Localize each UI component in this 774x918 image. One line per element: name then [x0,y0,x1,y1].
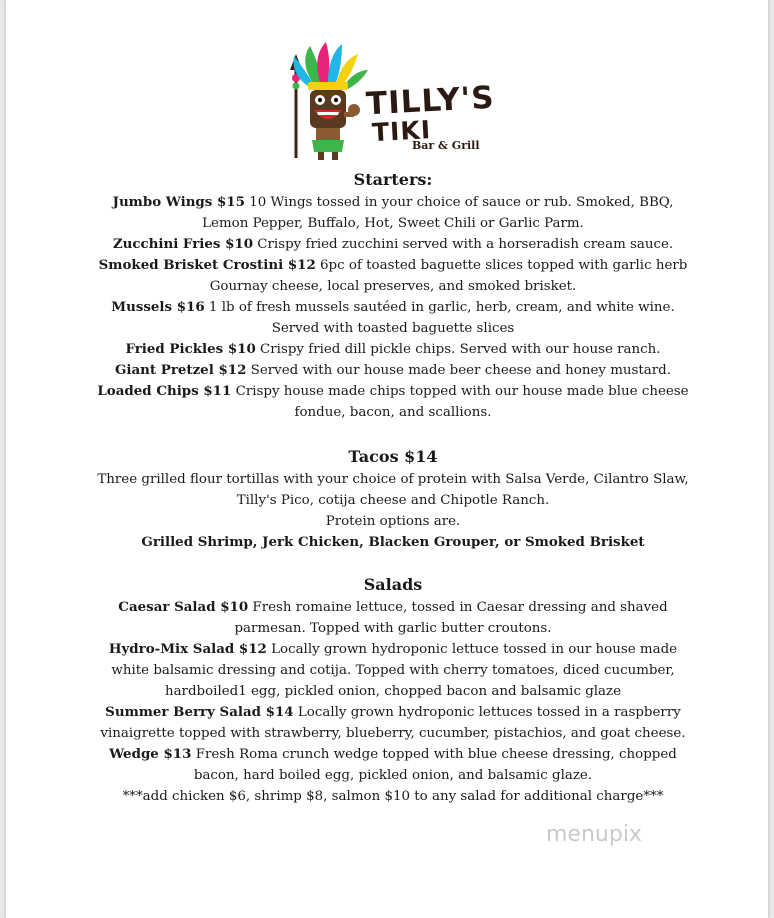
menu-content [94,168,692,807]
menu-item [94,255,692,297]
menu-item [94,339,692,360]
menupix-watermark: menupix [546,822,642,847]
tiki-mascot-icon [284,40,374,162]
menu-item [94,639,692,702]
protein-options [94,532,692,553]
item-description: Fresh Roma crunch wedge topped with blue cheese dressing, chopped bacon, hard boiled egg, pickled onion, and balsamic glaze. [191,747,677,783]
item-name: Fried Pickles $10 [125,341,256,357]
starters-heading: Starters: [353,170,433,189]
item-description: 6pc of toasted baguette slices topped with garlic herb Gournay cheese, local preserves, and smoked brisket. [209,258,688,294]
logo-name-line1: TILLY'S [365,79,496,123]
menu-item [94,234,692,255]
item-name: Zucchini Fries $10 [112,236,254,252]
item-name: Wedge $13 [109,746,192,762]
item-description: Crispy house made chips topped with our house made blue cheese fondue, bacon, and scallions. [231,384,689,420]
tacos-description: Three grilled flour tortillas with your choice of protein with Salsa Verde, Cilantro Slaw, Tilly's Pico, cotija cheese and Chipotle Ranch. [97,472,689,508]
item-name: Jumbo Wings $15 [112,194,245,210]
item-description: Crispy fried dill pickle chips. Served with our house ranch. [255,342,661,357]
salad-addon-note: ***add chicken $6, shrimp $8, salmon $10 to any salad for additional charge*** [122,789,664,804]
item-description: Locally grown hydroponic lettuces tossed in a raspberry vinaigrette topped with strawberry, blueberry, cucumber, pistachios, and goat cheese. [100,705,686,741]
item-name: Smoked Brisket Crostini $12 [98,257,316,273]
menu-item [94,381,692,423]
protein-options-text: Grilled Shrimp, Jerk Chicken, Blacken Grouper, or Smoked Brisket [141,534,645,550]
item-description: Crispy fried zucchini served with a horseradish cream sauce. [253,237,674,252]
item-name: Caesar Salad $10 [118,599,249,615]
item-description: Served with our house made beer cheese and honey mustard. [246,363,672,378]
protein-label: Protein options are. [325,514,461,529]
item-name: Loaded Chips $11 [97,383,232,399]
menu-item [94,702,692,744]
logo-wordmark [365,79,496,152]
menu-item [94,744,692,786]
item-description: Fresh romaine lettuce, tossed in Caesar dressing and shaved parmesan. Topped with garlic butter croutons. [234,600,668,636]
logo-name-line2: TIKI [371,115,432,148]
item-description: Locally grown hydroponic lettuce tossed in our house made white balsamic dressing and cotija. Topped with cherry tomatoes, diced cucumber, hardboiled1 egg, pickled onion, chopped bacon and balsamic glaze [111,642,678,699]
item-name: Mussels $16 [111,299,205,315]
menu-item [94,297,692,339]
section-spacer [94,423,692,445]
menu-item [94,360,692,381]
menu-item [94,597,692,639]
logo-tagline: Bar & Grill [412,139,480,152]
item-name: Hydro-Mix Salad $12 [108,641,267,657]
item-name: Summer Berry Salad $14 [105,704,294,720]
item-description: 1 lb of fresh mussels sautéed in garlic, herb, cream, and white wine. Served with toasted baguette slices [204,300,675,336]
menu-item [94,192,692,234]
salads-heading: Salads [363,575,423,594]
item-name: Giant Pretzel $12 [114,362,247,378]
menu-page [6,0,768,918]
tacos-heading: Tacos $14 [348,447,438,466]
tillys-tiki-logo [284,40,506,162]
item-description: 10 Wings tossed in your choice of sauce or rub. Smoked, BBQ, Lemon Pepper, Buffalo, Hot, Sweet Chili or Garlic Parm. [202,195,674,231]
section-spacer [94,553,692,573]
